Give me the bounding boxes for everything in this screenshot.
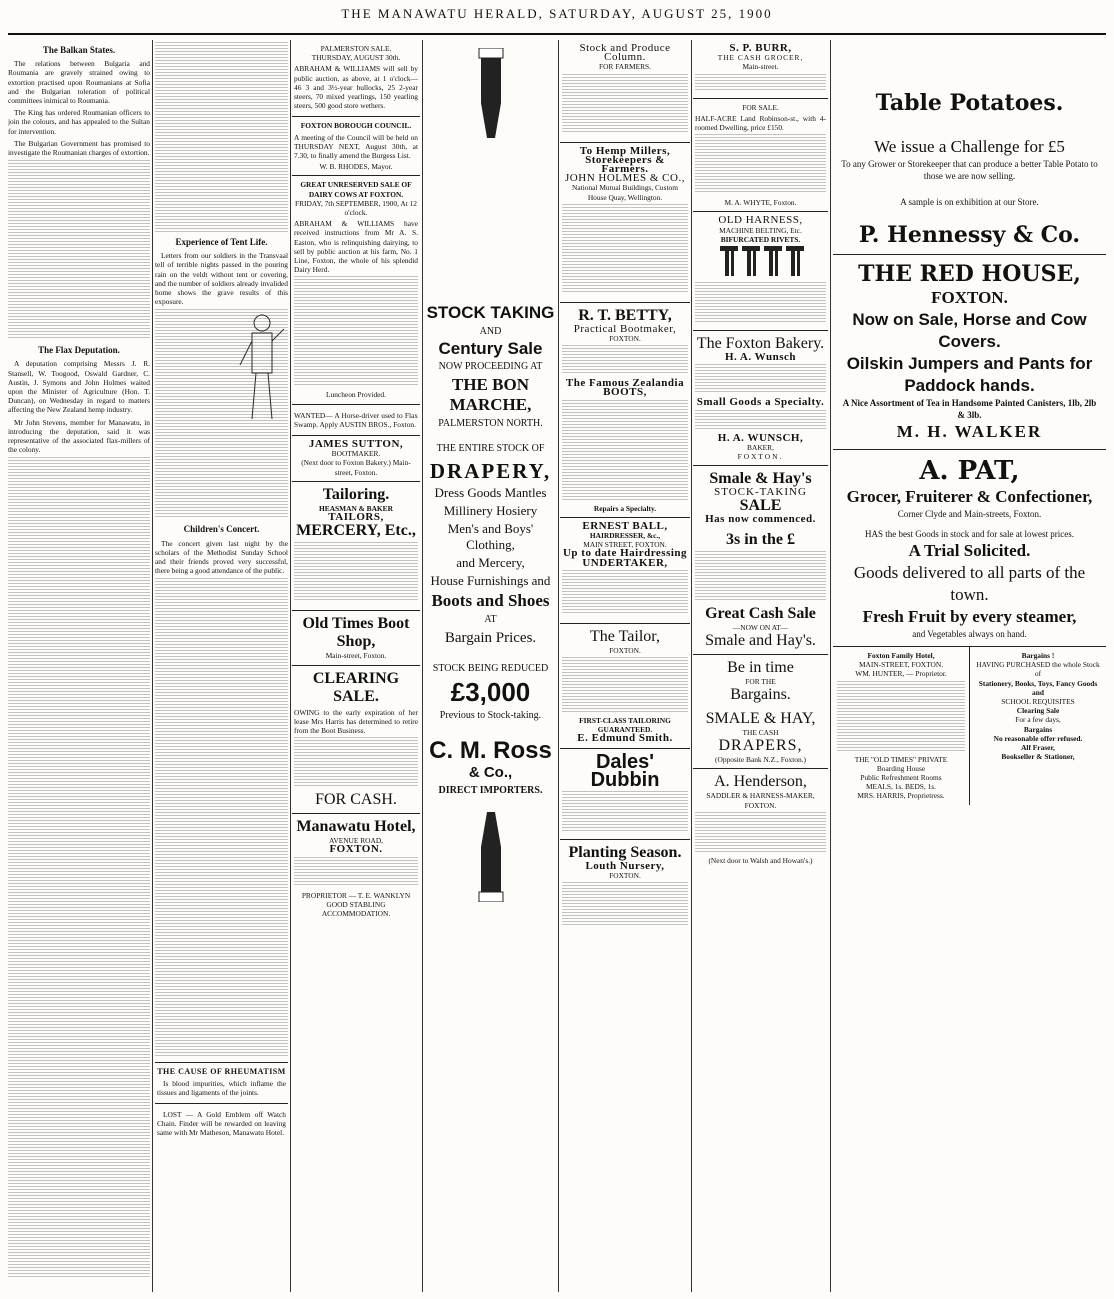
text-block (155, 42, 288, 232)
masthead (0, 0, 1114, 36)
betty-bootmaker-ad: R. T. BETTY, Practical Bootmaker, FOXTON. The Famous Zealandia BOOTS, Repairs a Specialty. (560, 302, 690, 517)
column-rule (290, 40, 291, 1292)
nursery-ad: Planting Season. Louth Nursery, FOXTON. (560, 839, 690, 935)
text-block (562, 791, 688, 831)
pointing-hand-icon (471, 807, 511, 902)
column-1 (8, 40, 150, 1292)
text-block (695, 364, 826, 394)
text-block (695, 410, 826, 430)
text-block (562, 345, 688, 375)
bakery-ad: The Foxton Bakery. H. A. Wunsch Small Goods a Specialty. H. A. WUNSCH, BAKER, FOXTON. (693, 330, 828, 465)
text-block (8, 160, 150, 340)
text-block (294, 276, 418, 386)
concert-paragraph: The concert given last night by the scholars of the Methodist Sunday School and their friends proved very successful, there being a good attendance of the public. (155, 538, 288, 576)
text-block (294, 542, 418, 602)
balkan-paragraph: The King has ordered Roumanian officers to join the colours, and has appealed to the Sultan for intervention. (8, 108, 150, 136)
column-2 (155, 40, 288, 1292)
tailoring-ad: Tailoring. HEASMAN & BAKER TAILORS, MERCERY, Etc., (292, 481, 420, 610)
council-notice: FOXTON BOROUGH COUNCIL. A meeting of the Council will be held on THURSDAY NEXT, August 30th, at 7.30, to finally amend the Burgess List. W. B. RHODES, Mayor. (292, 116, 420, 175)
text-block (562, 570, 688, 615)
flax-title: The Flax Deputation. (38, 345, 120, 356)
tent-title: Experience of Tent Life. (175, 237, 268, 247)
column-rule (422, 40, 423, 1292)
column-7 (833, 40, 1106, 1292)
balkan-title: The Balkan States. (42, 45, 116, 55)
column-rule (558, 40, 559, 1292)
sutton-ad: JAMES SUTTON, BOOTMAKER. (Next door to Foxton Bakery.) Main-street, Foxton. (292, 435, 420, 481)
text-block (695, 282, 826, 322)
flax-paragraph: A deputation comprising Messrs J. R. Stansell, W. Toogood, Oswald Gardner, C. Austin, J. Symons and John Holmes waited upon the Minister of Agriculture (Hon. T. Duncan), on Wednesday in regard to matters affecting the New Zealand hemp industry. (8, 359, 150, 415)
text-block (695, 551, 826, 601)
hemp-millers-ad: To Hemp Millers, Storekeepers & Farmers. JOHN HOLMES & CO., National Mutual Buildings, Custom House Quay, Wellington. (560, 142, 690, 302)
masthead-title: THE MANAWATU HERALD, SATURDAY, AUGUST 25, 1900 (341, 6, 773, 21)
text-block (837, 681, 965, 751)
bargains-time-ad: Be in time FOR THE Bargains. SMALE & HAY, THE CASH DRAPERS, (Opposite Bank N.Z., Foxton.) (693, 654, 828, 769)
tent-paragraph: Letters from our soldiers in the Transvaal tell of terrible nights passed in the pouring rain on the veldt without tent or covering, and the number of soldiers already invalided home shows the grave results of this exposure. (155, 251, 288, 307)
text-block (155, 309, 288, 519)
rivet-icon (716, 244, 806, 278)
potatoes-ad: Table Potatoes. We issue a Challenge for £5 To any Grower or Storekeeper that can produce a better Table Potato to those we are now selling. A sample is on exhibition at our Store. P. Hennessy & Co. (841, 90, 1098, 248)
hotel-boarding-ad: Foxton Family Hotel, MAIN-STREET, FOXTON. WM. HUNTER, — Proprietor. THE "OLD TIMES" PRIVATE Boarding House Public Refreshment Rooms MEALS, 1s. BEDS, 1s. MRS. HARRIS, Proprietress. (833, 647, 970, 805)
burr-grocer-ad: S. P. BURR, THE CASH GROCER, Main-street. (693, 40, 828, 98)
boot-shop-ad: Old Times Boot Shop, Main-street, Foxton. (292, 610, 420, 664)
text-block (695, 134, 826, 194)
column-rule (152, 40, 153, 1292)
land-for-sale-ad: FOR SALE. HALF-ACRE Land Robinson-st., with 4-roomed Dwelling, price £150. M. A. WHYTE, Foxton. (693, 98, 828, 212)
wanted-ad: WANTED— A Horse-driver used to Flax Swamp. Apply AUSTIN BROS., Foxton. (292, 404, 420, 435)
text-block (695, 74, 826, 90)
text-block (695, 812, 826, 852)
column-3 (292, 40, 420, 1292)
balkan-paragraph: The relations between Bulgaria and Roumania are gravely strained owing to extortion practised upon Roumanians at Sofia and the Bulgarian toleration of political committees inimical to Roumania. (8, 59, 150, 106)
text-block (562, 882, 688, 927)
column-5 (560, 40, 690, 1292)
fraser-bargains-ad: Bargains ! HAVING PURCHASED the whole Stock of Stationery, Books, Toys, Fancy Goods and SCHOOL REQUISITES Clearing Sale For a few days, Bargains No reasonable offer refused. Alf Fraser, Bookseller & Stationer, (976, 651, 1100, 762)
text-block (562, 74, 688, 134)
text-block (562, 400, 688, 500)
red-house-ad: THE RED HOUSE, FOXTON. Now on Sale, Horse and Cow Covers. Oilskin Jumpers and Pants for Paddock hands. A Nice Assortment of Tea in Handsome Painted Canisters, 1lb, 2lb & 3lb. M. H. WALKER (833, 254, 1106, 449)
concert-title: Children's Concert. (183, 524, 260, 535)
pat-grocer-ad: A. PAT, Grocer, Fruiterer & Confectioner, Corner Clyde and Main-streets, Foxton. HAS the best Goods in stock and for sale at lowest prices. A Trial Solicited. Goods delivered to all parts of the town. Fresh Fruit by every steamer, and Vegetables always on hand. (833, 449, 1106, 646)
text-block (562, 204, 688, 294)
column-rule (830, 40, 831, 1292)
bottom-ads (833, 646, 1106, 805)
hotel-ad: Manawatu Hotel, AVENUE ROAD, FOXTON. PROPRIETOR — T. E. WANKLYN GOOD STABLING ACCOMMODATION. (292, 813, 420, 922)
produce-column-ad: Stock and Produce Column. FOR FARMERS. (560, 40, 690, 142)
smale-hay-ad: Smale & Hay's STOCK-TAKING SALE Has now commenced. 3s in the £ Great Cash Sale —NOW ON AT— Smale and Hay's. (693, 465, 828, 654)
text-block (562, 657, 688, 712)
dubbin-ad: Dales' Dubbin (560, 748, 690, 839)
clearing-sale-ad: CLEARING SALE. OWING to the early expiration of her lease Mrs Harris has determined to retire from the Boot Business. FOR CASH. (292, 665, 420, 814)
harness-ad: OLD HARNESS, MACHINE BELTING, Etc. BIFURCATED RIVETS. (693, 211, 828, 330)
masthead-rule (8, 33, 1106, 35)
text-block (294, 737, 418, 787)
column-rule (691, 40, 692, 1292)
balkan-paragraph: The Bulgarian Government has promised to investigate the Roumanian charges of extortion. (8, 138, 150, 158)
pointing-hand-icon (471, 48, 511, 143)
column-6 (693, 40, 828, 1292)
lost-notice: LOST — A Gold Emblem off Watch Chain. Finder will be rewarded on leaving same with Mr Matheson, Manawatu Hotel. (155, 1103, 288, 1144)
text-block (8, 457, 150, 1277)
text-block (155, 578, 288, 1058)
column-4-stocktaking-ad: STOCK TAKING AND Century Sale NOW PROCEEDING AT THE BON MARCHE, PALMERSTON NORTH. THE ENTIRE STOCK OF DRAPERY, Dress Goods Mantles Millinery Hosiery Men's and Boys' Clothing, and Mercery, House Furnishings and Boots and Shoes AT Bargain Prices. STOCK BEING REDUCED £3,000 Previous to Stock-taking. C. M. Ross & Co., DIRECT IMPORTERS. (424, 40, 557, 1292)
tailor-ad: The Tailor, FOXTON. FIRST-CLASS TAILORING GUARANTEED. E. Edmund Smith. (560, 623, 690, 748)
text-block (294, 857, 418, 887)
flax-paragraph: Mr John Stevens, member for Manawatu, in introducing the deputation, said it was representative of the associated flax-millers of the colony. (8, 417, 150, 455)
rheumatism-ad: THE CAUSE OF RHEUMATISM Is blood impurities, which inflame the tissues and ligaments of the joints. (155, 1062, 288, 1103)
dairy-sale-ad: GREAT UNRESERVED SALE OF DAIRY COWS AT FOXTON. FRIDAY, 7th SEPTEMBER, 1900, At 12 o'clock. ABRAHAM & WILLIAMS have received instructions from Mr A. S. Easton, who is relinquishing dairying, to sell by public auction at his farm, No. 1 Line, Foxton, the whole of his splendid Dairy Herd. Luncheon Provided. (292, 175, 420, 403)
palmerston-sale-ad: PALMERSTON SALE. THURSDAY, AUGUST 30th. ABRAHAM & WILLIAMS will sell by public auction, as above, at 1 o'clock— 46 3 and 3½-year bullocks, 25 2-year steers, 70 mixed yearlings, 150 yearling steers, 500 good store wethers. (294, 44, 418, 111)
saddler-ad: A. Henderson, SADDLER & HARNESS-MAKER, FOXTON. (Next door to Walsh and Howan's.) (693, 768, 828, 869)
hairdresser-ad: ERNEST BALL, HAIRDRESSER, &c., MAIN STREET, FOXTON. Up to date Hairdressing UNDERTAKER, (560, 517, 690, 623)
